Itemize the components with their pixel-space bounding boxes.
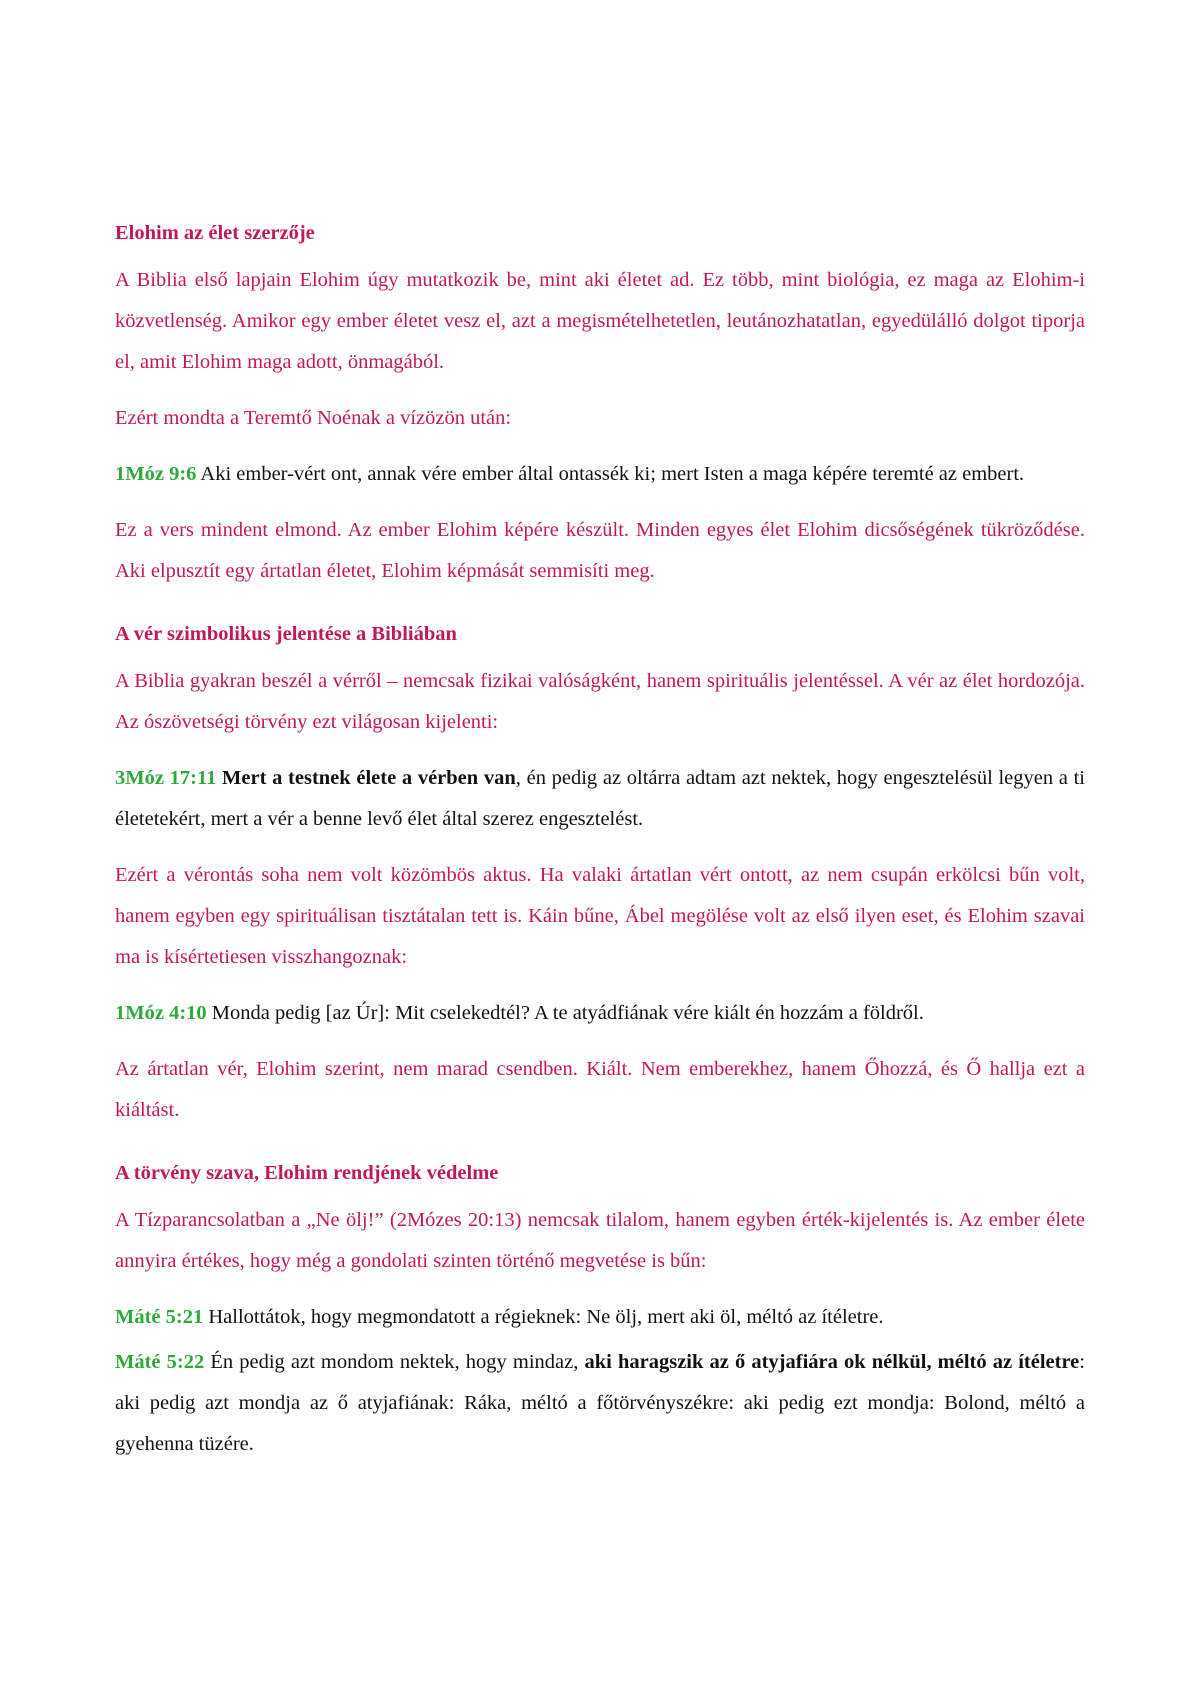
bible-verse — [115, 1297, 1085, 1338]
verse-text: Én pedig azt mondom nektek, hogy mindaz, — [204, 1351, 585, 1373]
verse-text: Monda pedig [az Úr]: Mit cselekedtél? A te atyádfiának vére kiált én hozzám a földről. — [206, 1002, 924, 1024]
verse-reference: 1Móz 4:10 — [115, 1002, 207, 1024]
bible-verse — [115, 993, 1085, 1034]
verse-reference: 3Móz 17:11 — [115, 767, 217, 789]
verse-text: Hallottátok, hogy megmondatott a régieknek: Ne ölj, mert aki öl, méltó az ítéletre. — [203, 1306, 884, 1328]
verse-reference: Máté 5:21 — [115, 1306, 204, 1328]
paragraph: A Biblia első lapjain Elohim úgy mutatkozik be, mint aki életet ad. Ez több, mint biológia, ez maga az Elohim-i közvetlenség. Amikor egy ember életet vesz el, azt a megismételhetetlen, leutánozhatatlan, egyedülálló dolgot tiporja el, amit Elohim maga adott, önmagából. — [115, 269, 1085, 373]
verse-text: Aki ember-vért ont, annak vére ember által ontassék ki; mert Isten a maga képére teremté az embert. — [196, 463, 1025, 485]
verse-bold-text: Mert a testnek élete a vérben van — [216, 767, 516, 789]
paragraph: Ezért mondta a Teremtő Noénak a vízözön után: — [115, 407, 512, 429]
bible-verse — [115, 454, 1085, 495]
verse-text: , én pedig az oltárra adtam azt nektek, hogy engesztelésül legyen a ti életetekért, mert a vér a benne levő élet által szerez engesztelést. — [115, 767, 1085, 830]
paragraph: A Tízparancsolatban a „Ne ölj!” (2Mózes 20:13) nemcsak tilalom, hanem egyben érték-kijelentés is. Az ember élete annyira értékes, hogy még a gondolati szinten történő megvetése is bűn: — [115, 1209, 1085, 1272]
bible-verse — [115, 758, 1085, 840]
paragraph: Az ártatlan vér, Elohim szerint, nem marad csendben. Kiált. Nem emberekhez, hanem Őhozzá, és Ő hallja ezt a kiáltást. — [115, 1058, 1085, 1121]
paragraph: Ezért a vérontás soha nem volt közömbös aktus. Ha valaki ártatlan vért ontott, az nem csupán erkölcsi bűn volt, hanem egyben egy spirituálisan tisztátalan tett is. Káin bűne, Ábel megölése volt az első ilyen eset, és Elohim szavai ma is kísértetiesen visszhangoznak: — [115, 864, 1085, 968]
paragraph: Ez a vers mindent elmond. Az ember Elohim képére készült. Minden egyes élet Elohim dicsőségének tükröződése. Aki elpusztít egy ártatlan életet, Elohim képmását semmisíti meg. — [115, 519, 1085, 582]
verse-reference: Máté 5:22 — [115, 1351, 205, 1373]
section-heading: A törvény szava, Elohim rendjének védelme — [115, 1162, 499, 1184]
section-heading: Elohim az élet szerzője — [115, 222, 315, 244]
bible-verse — [115, 1342, 1085, 1465]
verse-reference: 1Móz 9:6 — [115, 463, 197, 485]
section-heading: A vér szimbolikus jelentése a Bibliában — [115, 623, 457, 645]
verse-text: : aki pedig azt mondja az ő atyjafiának: Ráka, méltó a főtörvényszékre: aki pedig ezt mondja: Bolond, méltó a gyehenna tüzére. — [115, 1351, 1085, 1455]
verse-bold-text: aki haragszik az ő atyjafiára ok nélkül, méltó az ítéletre — [584, 1351, 1080, 1373]
document-page — [115, 218, 1085, 1480]
paragraph: A Biblia gyakran beszél a vérről – nemcsak fizikai valóságként, hanem spirituális jelentéssel. A vér az élet hordozója. Az ószövetségi törvény ezt világosan kijelenti: — [115, 670, 1085, 733]
